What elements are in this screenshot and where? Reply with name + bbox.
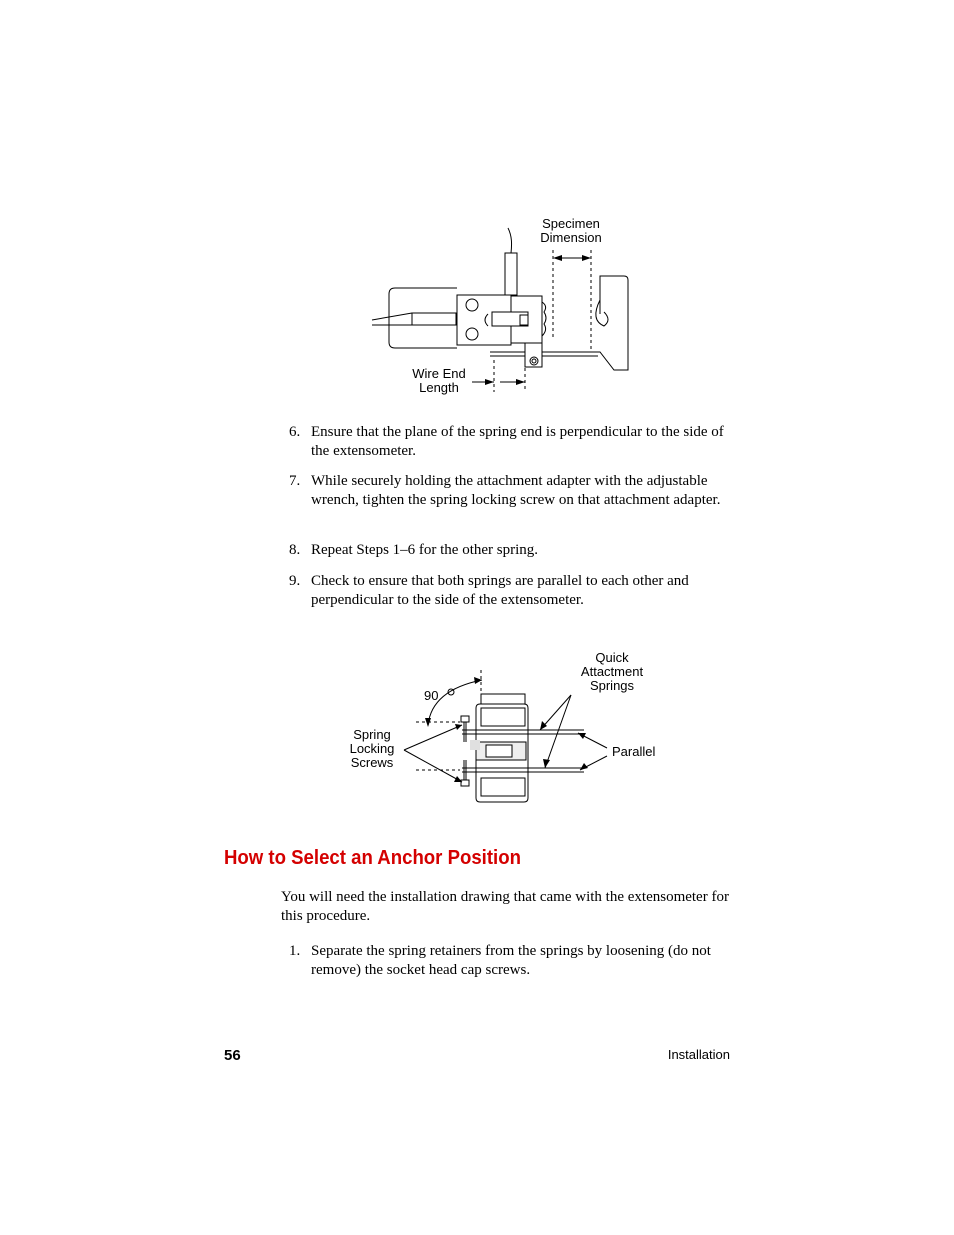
quick-attachment-springs-label: Quick Attactment Springs xyxy=(580,650,644,693)
list-item: 7. While securely holding the attachment adapter with the adjustable wrench, tighten the spring locking screw on that attachment adapter. xyxy=(289,473,721,508)
angle-label: 90 xyxy=(424,688,439,703)
section-name: Installation xyxy=(667,1047,730,1062)
specimen-dimension-label: Specimen Dimension xyxy=(540,216,602,245)
list-item: 9. Check to ensure that both springs are parallel to each other and perpendicular to the side of the extensometer. xyxy=(289,573,689,608)
intro-paragraph: You will need the installation drawing that came with the extensometer for this procedure. xyxy=(281,889,729,924)
list-item: 8. Repeat Steps 1–6 for the other spring. xyxy=(289,542,539,558)
wire-end-length-label: Wire End Length xyxy=(412,366,466,395)
section-heading: How to Select an Anchor Position xyxy=(224,847,521,869)
list-item: 6. Ensure that the plane of the spring end is perpendicular to the side of the extensometer. xyxy=(289,424,724,459)
page-number: 56 xyxy=(224,1047,241,1064)
list-item: 1. Separate the spring retainers from the springs by loosening (do not remove) the socket head cap screws. xyxy=(289,943,711,978)
spring-locking-screws-label: Spring Locking Screws xyxy=(349,727,395,770)
parallel-label: Parallel xyxy=(612,744,656,759)
